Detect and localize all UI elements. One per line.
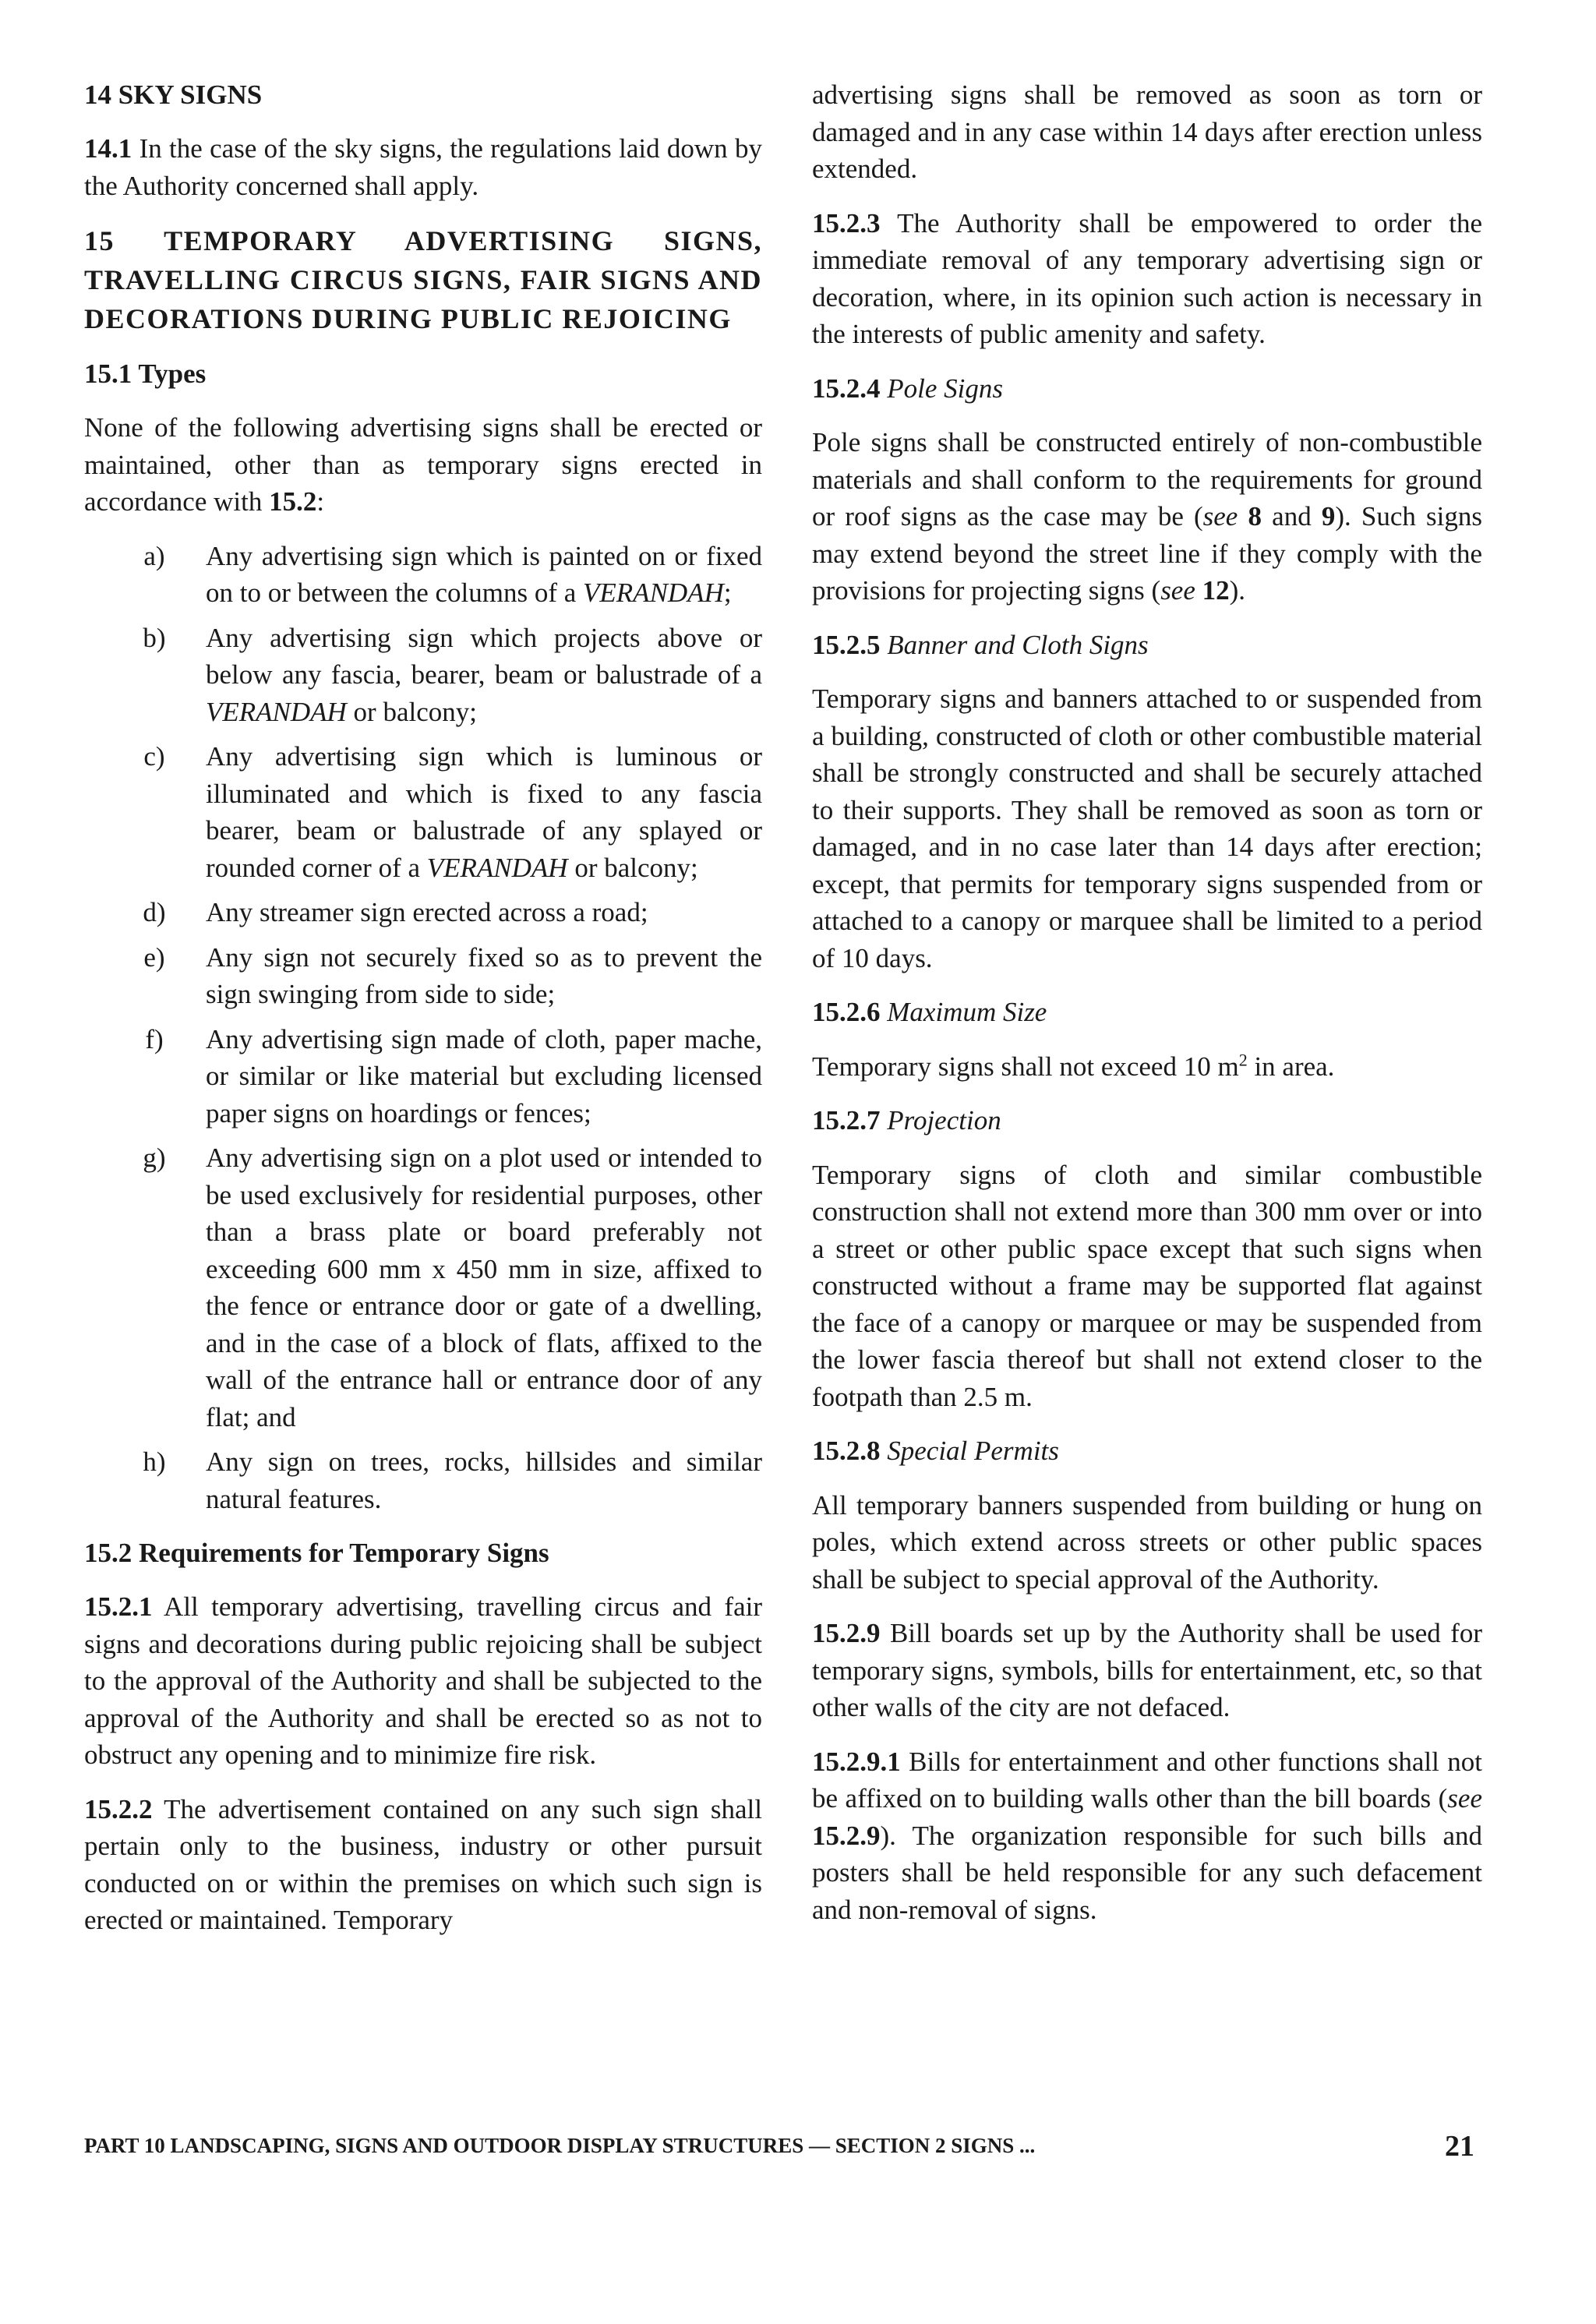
list-text: Any advertising sign which projects above or below any fascia, bearer, beam or balustrade of a [206, 622, 762, 690]
list-item [84, 1139, 762, 1436]
clause-number: 15.2.2 [84, 1793, 153, 1824]
paragraph-15-2-6 [812, 1048, 1482, 1086]
paragraph-15-2-9 [812, 1615, 1482, 1726]
list-item [84, 538, 762, 612]
left-column [84, 76, 762, 1956]
clause-text: All temporary advertising, travelling circus and fair signs and decorations during public rejoicing shall be subject to the approval of the Authority and shall be subjected to the approval of the Authority and shall be erected so as not to obstruct any opening and to minimize fire risk. [84, 1591, 762, 1770]
subheading-15-2-6 [812, 994, 1482, 1031]
list-text-tail: ; [723, 577, 732, 608]
clause-title: Maximum Size [887, 997, 1047, 1027]
list-text: Any advertising sign on a plot used or intended to be used exclusively for residential purposes, other than a brass plate or board preferably not exceeding 600 mm x 450 mm in size, affixed to the fence or entrance door or gate of a dwelling, and in the case of a block of flats, affixed to the wall of the entrance hall or entrance door of any flat; and [206, 1143, 762, 1432]
clause-text: in area. [1247, 1051, 1335, 1082]
clause-number: 14.1 [84, 133, 132, 164]
cross-reference: 12 [1202, 575, 1230, 606]
clause-text: ). The organization responsible for such bills and posters shall be held responsible for any such defacement and non-removal of signs. [812, 1820, 1482, 1925]
paragraph-15-2-4 [812, 424, 1482, 609]
subheading-15-2-8 [812, 1432, 1482, 1470]
cross-reference: 9 [1321, 501, 1336, 532]
see-word: see [1160, 575, 1195, 606]
see-word: see [1447, 1783, 1482, 1814]
clause-number: 15.2.3 [812, 207, 881, 238]
see-word: see [1202, 501, 1238, 532]
superscript: 2 [1238, 1049, 1248, 1069]
list-text: Any advertising sign made of cloth, paper mache, or similar or like material but excluding licensed paper signs on hoardings or fences; [206, 1023, 762, 1128]
list-marker: b) [143, 622, 166, 653]
footer-running-title: PART 10 LANDSCAPING, SIGNS AND OUTDOOR DISPLAY STRUCTURES — SECTION 2 SIGNS ... [84, 2134, 1036, 2157]
paragraph-15-2-8: All temporary banners suspended from building or hung on poles, which extend across streets or other public spaces shall be subject to special approval of the Authority. [812, 1489, 1482, 1595]
clause-text: Bills for entertainment and other functions shall not be affixed on to building walls other than the bill boards ( [812, 1746, 1482, 1814]
list-item [84, 1021, 762, 1132]
clause-text: ). [1229, 575, 1246, 606]
list-emphasis: VERANDAH [583, 577, 724, 608]
clause-text: ). Such signs may extend beyond the street line if they comply with the provisions for projecting signs ( [812, 501, 1482, 606]
prohibited-signs-list [84, 538, 762, 1518]
list-item [84, 738, 762, 886]
subheading-15-2-4 [812, 370, 1482, 408]
paragraph-15-2-9-1 [812, 1743, 1482, 1929]
clause-title: Banner and Cloth Signs [887, 629, 1149, 660]
clause-text: Pole signs shall be constructed entirely of non-combustible materials and shall conform to the requirements for ground or roof signs as the case may be ( [812, 427, 1482, 532]
list-marker: a) [143, 540, 165, 571]
clause-text: In the case of the sky signs, the regulations laid down by the Authority concerned shall apply. [84, 133, 762, 201]
list-text-tail: or balcony; [567, 852, 698, 883]
list-marker: g) [143, 1143, 166, 1173]
clause-title: Special Permits [887, 1436, 1059, 1466]
section-15-1-heading: 15.1 Types [84, 358, 207, 389]
list-item [84, 620, 762, 731]
clause-title: Pole Signs [887, 373, 1003, 404]
clause-text: The Authority shall be empowered to order the immediate removal of any temporary advertising sign or decoration, where, in its opinion such action is necessary in the interests of public amenity and safety. [812, 207, 1483, 349]
list-marker: c) [143, 741, 165, 772]
list-emphasis: VERANDAH [206, 696, 347, 727]
clause-number: 15.2.5 [812, 629, 881, 660]
page-number: 21 [1445, 2130, 1474, 2163]
list-item [84, 939, 762, 1013]
right-column [812, 76, 1482, 1945]
list-marker: d) [143, 897, 166, 927]
list-text-tail: or balcony; [346, 696, 477, 727]
list-marker: h) [143, 1446, 166, 1477]
list-text: Any sign not securely fixed so as to prevent the sign swinging from side to side; [206, 941, 762, 1009]
paragraph-15-2-2 [84, 1791, 762, 1939]
section-15-heading: 15 TEMPORARY ADVERTISING SIGNS, TRAVELLING CIRCUS SIGNS, FAIR SIGNS AND DECORATIONS DURING PUBLIC REJOICING [84, 225, 762, 334]
subheading-15-2-5 [812, 627, 1482, 664]
subheading-15-2-7 [812, 1102, 1482, 1139]
intro-punct: : [316, 486, 325, 517]
clause-text: The advertisement contained on any such sign shall pertain only to the business, industry or other pursuit conducted on or within the premises on which such sign is erected or maintained. Temporary [84, 1793, 762, 1935]
clause-number: 15.2.4 [812, 373, 881, 404]
section-15-2-heading: 15.2 Requirements for Temporary Signs [84, 1538, 549, 1568]
list-item [84, 1443, 762, 1517]
intro-text: None of the following advertising signs shall be erected or maintained, other than as temporary signs erected in accordance with [84, 412, 762, 517]
clause-text: Bill boards set up by the Authority shall be used for temporary signs, symbols, bills for entertainment, etc, so that other walls of the city are not defaced. [812, 1618, 1482, 1722]
clause-number: 15.2.8 [812, 1436, 881, 1466]
paragraph-15-1-intro [84, 409, 762, 521]
list-text: Any advertising sign which is painted on or fixed on to or between the columns of a [206, 540, 762, 608]
list-text: Any advertising sign which is luminous or illuminated and which is fixed to any fascia bearer, beam or balustrade of any splayed or rounded corner of a [206, 741, 762, 883]
clause-number: 15.2.6 [812, 997, 881, 1027]
section-14-heading: 14 SKY SIGNS [84, 79, 263, 110]
paragraph-15-2-3 [812, 205, 1482, 353]
clause-number: 15.2.9 [812, 1618, 881, 1648]
list-text: Any sign on trees, rocks, hillsides and similar natural features. [206, 1446, 762, 1514]
list-marker: f) [145, 1023, 164, 1054]
list-item [84, 894, 762, 931]
list-emphasis: VERANDAH [426, 852, 568, 883]
clause-title: Projection [887, 1105, 1001, 1136]
paragraph-14-1 [84, 130, 762, 204]
clause-number: 15.2.1 [84, 1591, 153, 1622]
page-footer [84, 2130, 1474, 2163]
list-text: Any streamer sign erected across a road; [206, 897, 648, 927]
cross-reference: 8 [1248, 501, 1262, 532]
clause-text: and [1262, 501, 1322, 532]
list-marker: e) [143, 941, 165, 973]
cross-reference: 15.2.9 [812, 1820, 881, 1851]
paragraph-15-2-7: Temporary signs of cloth and similar combustible construction shall not extend more than 300 mm over or into a street or other public space except that such signs when constructed without a frame may be supported flat against the face of a canopy or marquee or may be suspended from the lower fascia thereof but shall not extend closer to the footpath than 2.5 m. [812, 1159, 1482, 1412]
clause-number: 15.2.7 [812, 1105, 881, 1136]
cross-reference: 15.2 [269, 486, 317, 517]
paragraph-15-2-1 [84, 1588, 762, 1774]
clause-text: Temporary signs shall not exceed 10 m [812, 1051, 1239, 1082]
paragraph-15-2-5: Temporary signs and banners attached to or suspended from a building, constructed of cloth or other combustible material shall be strongly constructed and shall be securely attached to their supports. They shall be removed as soon as torn or damaged, and in no case later than 14 days after erection; except, that permits for temporary signs suspended from or attached to a canopy or marquee shall be limited to a period of 10 days. [812, 683, 1482, 973]
clause-number: 15.2.9.1 [812, 1746, 901, 1777]
paragraph-15-2-2-continued: advertising signs shall be removed as soon as torn or damaged and in any case within 14 days after erection unless extended. [812, 79, 1482, 184]
